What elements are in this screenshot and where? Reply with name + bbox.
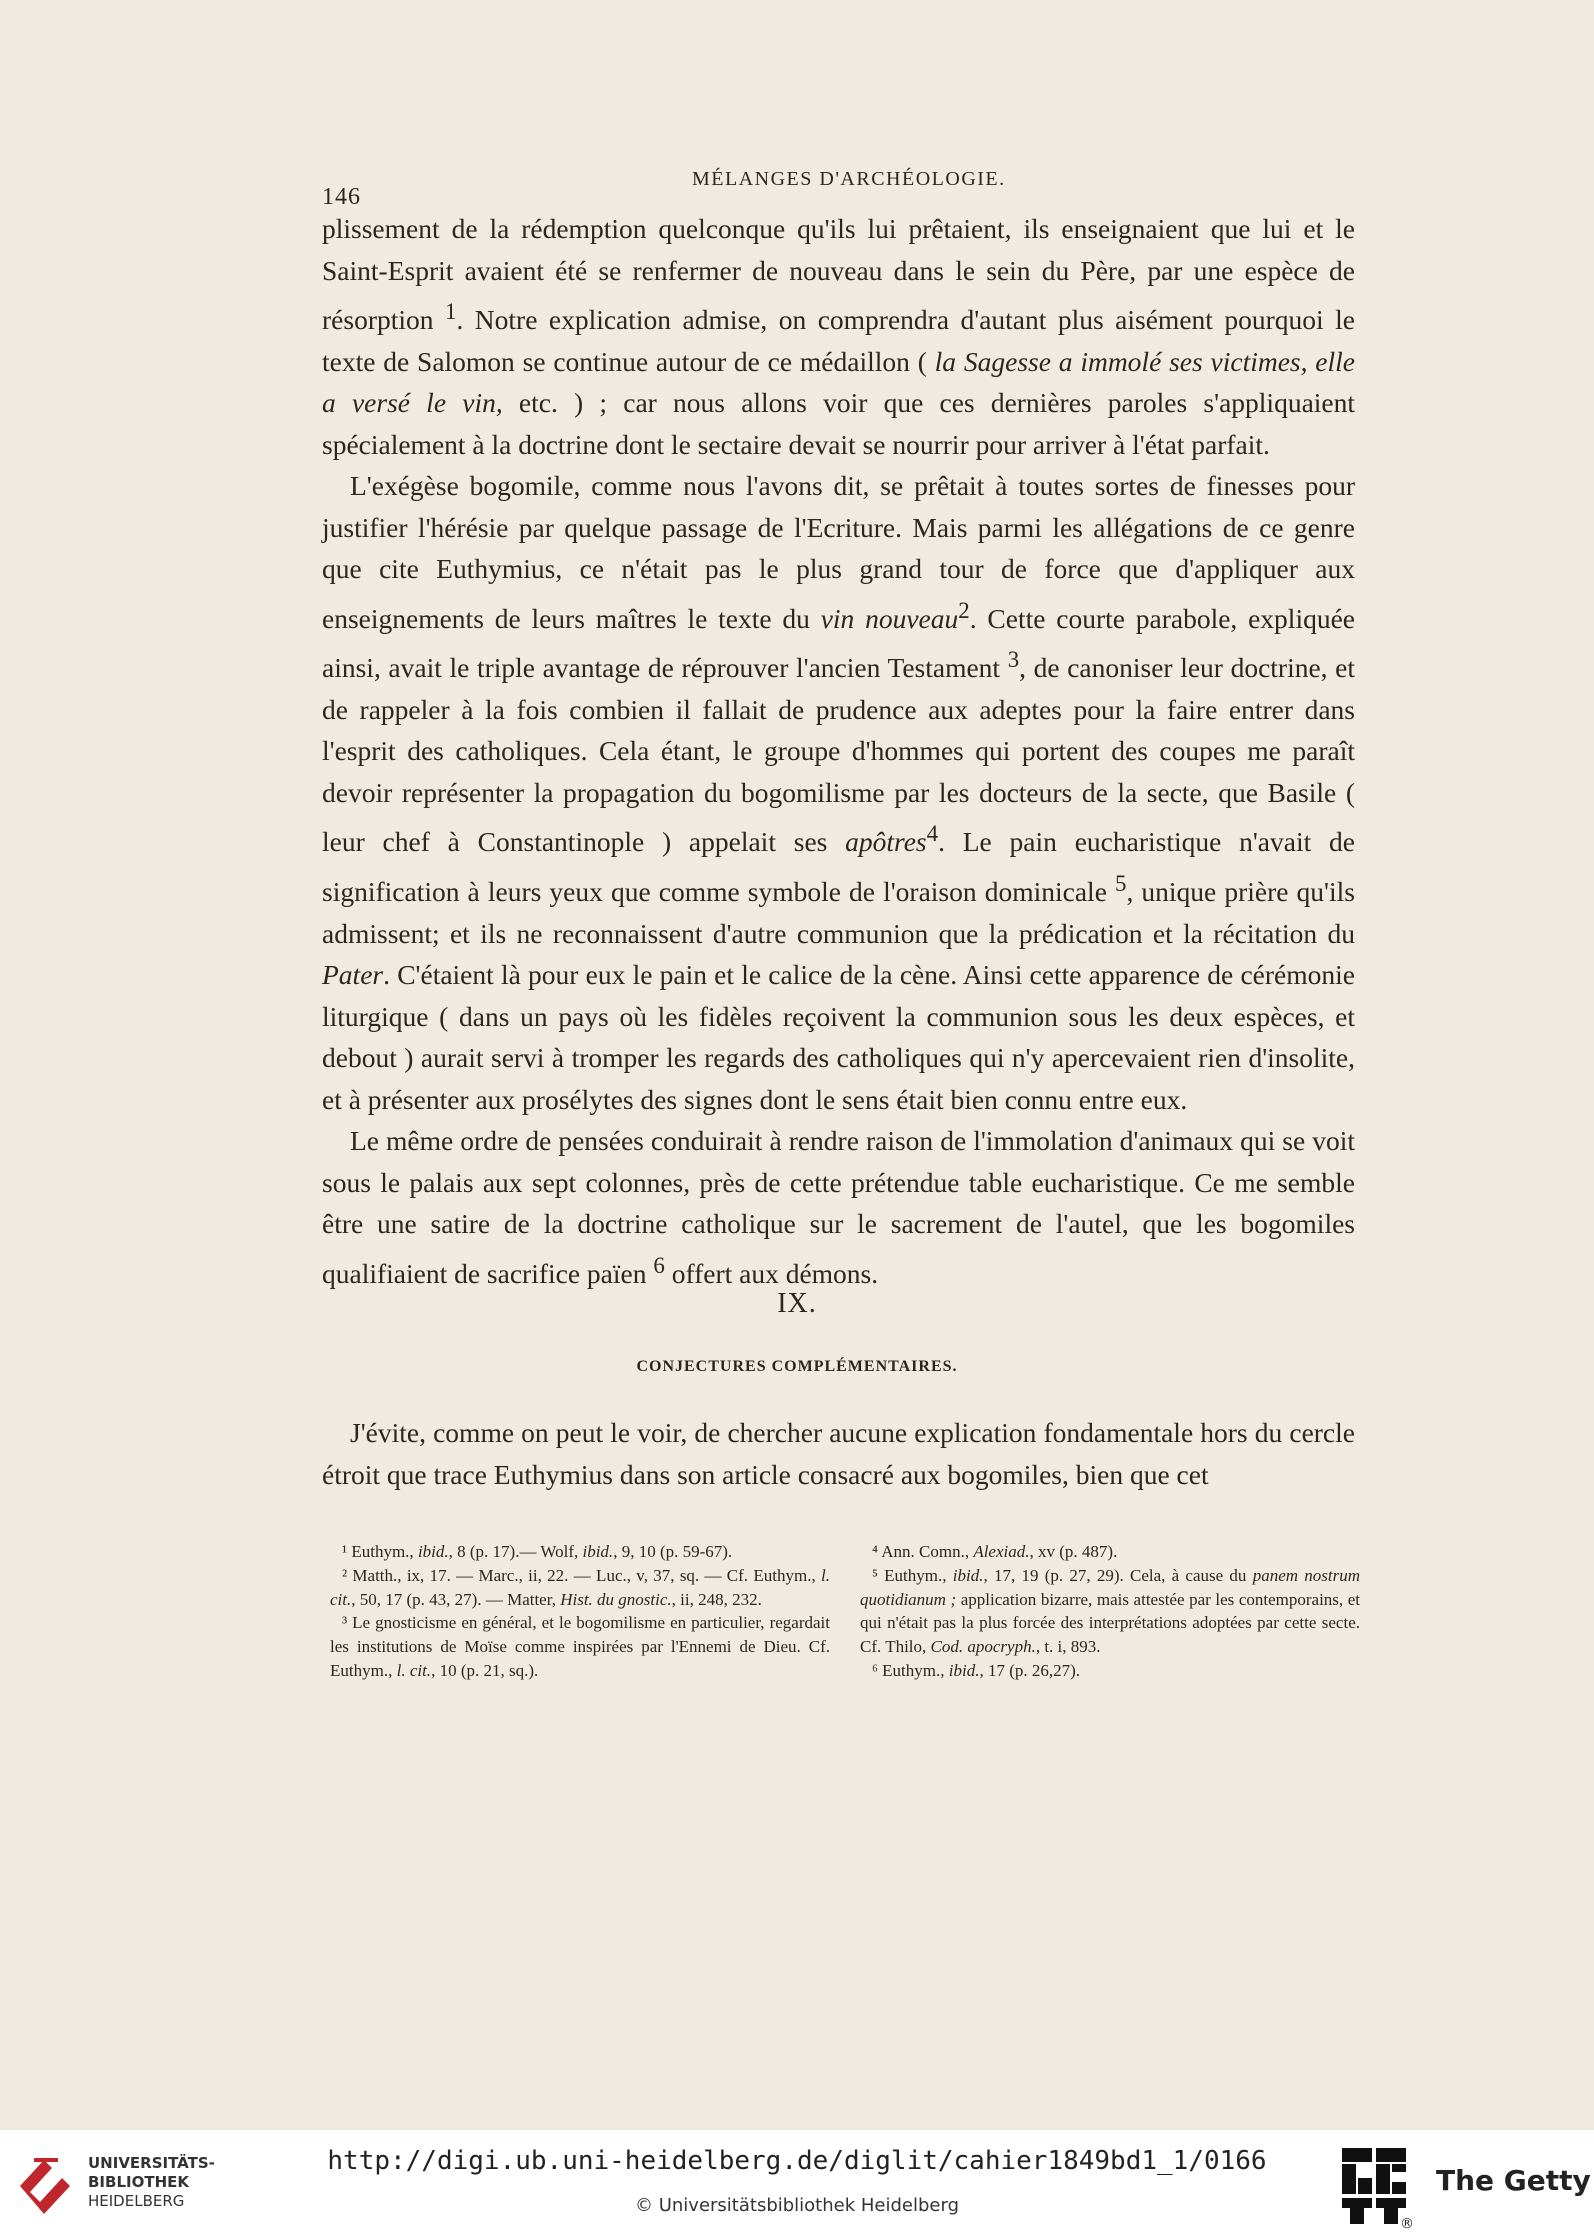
text-run: etc. ) ; car nous allons voir que ces dernières paroles s'appliquaient spécialement à la doctrine dont le sectaire devait se nourrir pour arriver à l'état parfait. [322,387,1356,460]
text-run: ¹ Euthym., [342,1542,418,1561]
viewer-footer [0,2130,1594,2239]
text-run: ² Matth., ix, 17. — Marc., ii, 22. — Luc., v, 37, sq. — Cf. Euthym., [342,1565,822,1585]
text-run: . Le pain eucharistique n'avait de signification à leurs yeux que comme symbole de l'oraison dominicale [322,826,1355,908]
text-run: application bizarre, mais attestée par les contemporains, et qui n'était pas la plus forcée des interprétations adoptées par cette secte. Cf. Thilo, [860,1589,1360,1657]
footnote [330,1611,830,1682]
text-run: , 10 (p. 21, sq.). [431,1660,539,1680]
emphasis: Hist. du gnostic. [560,1589,672,1609]
text-run: L'exégèse bogomile, comme nous l'avons dit, se prêtait à toutes sortes de finesses pour justifier l'hérésie par quelque passage de l'Ecriture. Mais parmi les allégations de ce genre que cite Euthymius, ce n'était pas le plus grand tour de force que d'appliquer aux enseignements de leurs maîtres le texte du [322,470,1355,634]
section-title: CONJECTURES COMPLÉMENTAIRES. [636,1358,958,1375]
footnote [860,1564,1360,1659]
page-number: 146 [322,184,361,210]
text-run: ³ Le gnosticisme en général, et le bogomilisme en particulier, regardait les institutions de Moïse comme inspirées par l'Ennemi de Dieu. Cf. Euthym., [330,1613,830,1680]
footnote-column-right [860,1540,1360,1683]
registered-mark: ® [1400,2216,1414,2232]
text-run: , 17 (p. 26,27). [979,1660,1081,1680]
footnote-ref: 4 [926,821,939,847]
paragraph: J'évite, comme on peut le voir, de chercher aucune explication fondamentale hors du cercle étroit que trace Euthymius dans son article consacré aux bogomiles, bien que cet [322,1417,1355,1490]
text-run: , 17, 19 (p. 27, 29). Cela, à cause du [983,1565,1253,1585]
emphasis: ibid. [952,1565,984,1585]
footnote-ref: 3 [1007,647,1020,673]
footnote-ref: 2 [958,597,970,623]
quote: la Sagesse a immolé ses victimes, elle a versé le vin, [322,345,1355,419]
emphasis: vin nouveau [820,602,959,634]
library-name-line: HEIDELBERG [88,2192,185,2210]
library-name-line: BIBLIOTHEK [88,2173,189,2191]
emphasis: Alexiad. [973,1542,1030,1561]
main-text-continued [322,1412,1355,1495]
text-run: , ii, 248, 232. [671,1589,762,1609]
text-run: ⁵ Euthym., [872,1565,953,1585]
text-run: . C'étaient là pour eux le pain et le calice de la cène. Ainsi cette apparence de cérémonie liturgique ( dans un pays où les fidèles reçoivent la communion sous les deux espèces, et debout ) aurait servi à tromper les regards des catholiques qui n'y apercevaient rien d'insolite, et à présenter aux prosélytes des signes dont le sens était bien connu entre eux. [322,959,1355,1115]
text-run: ⁴ Ann. Comn., [872,1542,974,1561]
text-run: , xv (p. 487). [1029,1542,1118,1561]
text-run: , t. i, 893. [1035,1637,1101,1657]
emphasis: Cod. apocryph. [930,1637,1036,1657]
text-run: Le même ordre de pensées conduirait à rendre raison de l'immolation d'animaux qui se voit sous le palais aux sept colonnes, près de cette prétendue table eucharistique. Ce me semble être une satire de la doctrine catholique sur le sacrement de l'autel, que les bogomiles qualifiaient de sacrifice païen [322,1125,1355,1289]
running-title: MÉLANGES D'ARCHÉOLOGIE. [692,168,1006,190]
copyright-notice: © Universitätsbibliothek Heidelberg [634,2195,959,2216]
text-run: . Cette courte parabole, expliquée ainsi, avait le triple avantage de réprouver l'ancien Testament [322,602,1356,684]
section-number: IX. [777,1288,817,1319]
footnote [860,1659,1360,1683]
emphasis: ibid. [948,1660,980,1680]
emphasis: Pater [322,959,384,991]
paragraph [322,465,1355,1120]
paragraph [322,208,1355,465]
footnote-column-left [330,1540,830,1683]
text-run: ⁶ Euthym., [872,1660,949,1680]
emphasis: apôtres [845,826,927,858]
page-header [322,160,1352,210]
text-run: plissement de la rédemption quelconque qu'ils lui prêtaient, ils enseignaient que lui et le Saint-Esprit avaient été se renfermer de nouveau dans le sein du Père, par une espèce de résorption [322,213,1355,336]
text-run: , 8 (p. 17).— Wolf, [448,1542,583,1561]
text-run: , 50, 17 (p. 43, 27). — Matter, [351,1589,561,1609]
getty-label[interactable]: The Getty [1436,2164,1591,2197]
library-name-line: UNIVERSITÄTS- [88,2154,215,2172]
footnote [330,1564,830,1612]
text-run: . Notre explication admise, on comprendra d'autant plus aisément pourquoi le texte de Salomon se continue autour de ce médaillon ( [322,304,1355,377]
text-run: , 9, 10 (p. 59-67). [613,1542,733,1561]
emphasis: ibid. [417,1542,449,1561]
main-text [322,208,1355,1294]
footnote [330,1540,830,1564]
permalink-url[interactable]: http://digi.ub.uni-heidelberg.de/diglit/cahier1849bd1_1/0166 [327,2146,1267,2176]
footnotes [330,1540,1360,1740]
emphasis: ibid. [582,1542,614,1561]
emphasis: l. cit. [396,1660,432,1680]
emphasis: panem nostrum quotidianum ; [860,1565,1360,1609]
footnote [860,1540,1360,1564]
paragraph [322,1120,1355,1294]
footnote-ref: 5 [1115,871,1127,897]
footnote-ref: 6 [653,1252,665,1278]
footnote-ref: 1 [444,299,457,324]
emphasis: l. cit. [330,1565,830,1609]
text-run: , unique prière qu'ils admissent; et ils ne reconnaissent d'autre communion que la prédication et la récitation du [322,876,1355,949]
text-run: offert aux démons. [664,1257,879,1289]
text-run: , de canoniser leur doctrine, et de rappeler à la fois combien il fallait de prudence aux adeptes pour la faire entrer dans l'esprit des catholiques. Cela étant, le groupe d'hommes qui portent des coupes me paraît devoir représenter la propagation du bogomilisme par les docteurs de la secte, que Basile ( leur chef à Constantinople ) appelait ses [322,652,1355,858]
